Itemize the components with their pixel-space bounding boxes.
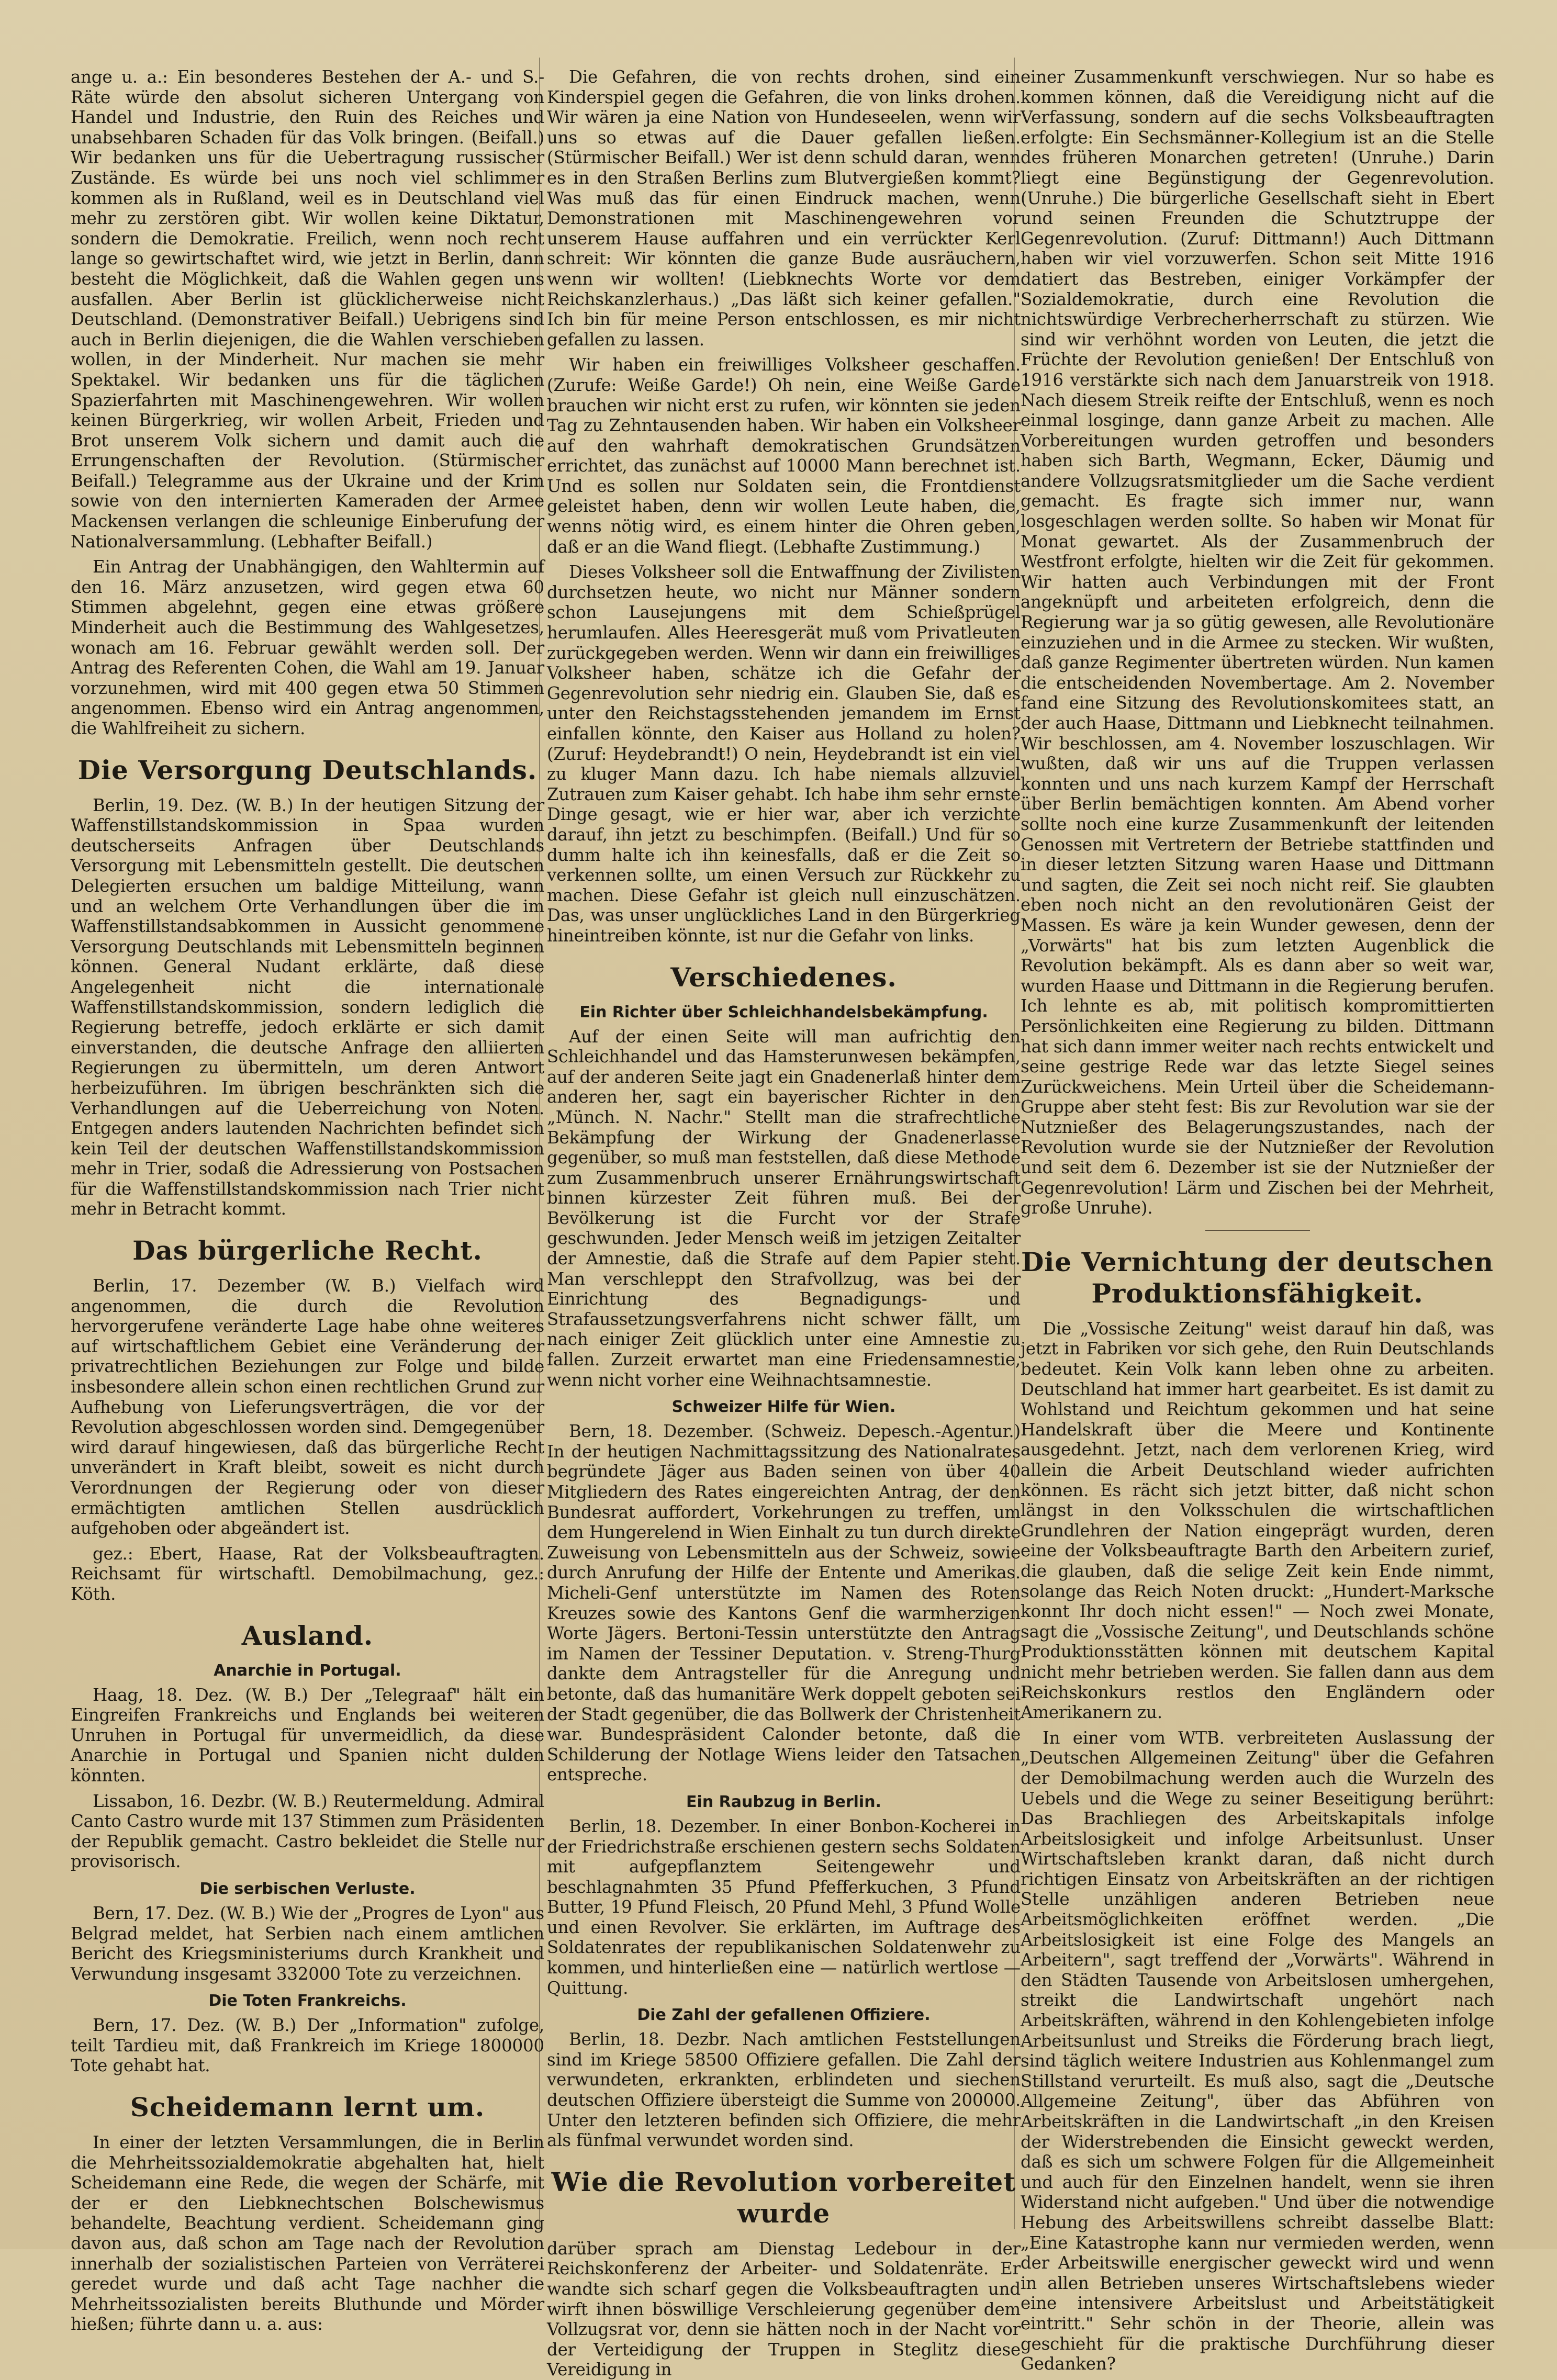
article-paragraph: Die Gefahren, die von rechts drohen, sind ein Kinderspiel gegen die Gefahren, die von links drohen. Wir wären ja eine Nation von Hundeseelen, wenn wir uns so etwas auf die Dauer gefallen ließen. (Stürmischer Beifall.) Wer ist denn schuld daran, wenn es in den Straßen Berlins zum Blutvergießen kommt? Was muß das für einen Eindruck machen, wenn Demonstrationen mit Maschinengewehren vor unserem Hause auffahren und ein verrückter Kerl schreit: Wir könnten die ganze Bude ausräuchern, wenn wir wollten! (Liebknechts Worte vor dem Reichskanzlerhaus.) „Das läßt sich keiner gefallen." Ich bin für meine Person entschlossen, es mir nicht gefallen zu lassen.	[547, 67, 1021, 350]
article-headline: Ausland.	[241, 1620, 374, 1651]
article-subheadline: Die serbischen Verluste.	[199, 1879, 416, 1898]
article-paragraph: Wir haben ein freiwilliges Volksheer geschaffen. (Zurufe: Weiße Garde!) Oh nein, eine Weiße Garde brauchen wir nicht erst zu rufen, wir könnten sie jeden Tag zu Zehntausenden haben. Wir haben ein Volksheer auf den wahrhaft demokratischen Grundsätzen errichtet, das zunächst auf 10000 Mann berechnet ist. Und es sollen nur Soldaten sein, die Frontdienst geleistet haben, denn wir wollen Leute haben, die, wenns nötig wird, es einem hinter die Ohren geben, daß er an die Wand fliegt. (Lebhafte Zustimmung.)	[547, 355, 1021, 557]
article-paragraph: Ein Antrag der Unabhängigen, den Wahltermin auf den 16. März anzusetzen, wird gegen etwa 60 Stimmen abgelehnt, gegen eine etwas größere Minderheit auch die Bestimmung des Wahlgesetzes, wonach am 16. Februar gewählt werden soll. Der Antrag des Referenten Cohen, die Wahl am 19. Januar vorzunehmen, wird mit 400 gegen etwa 50 Stimmen angenommen. Ebenso wird ein Antrag angenommen, die Wahlfreiheit zu sichern.	[71, 557, 544, 738]
article-headline: Das bürgerliche Recht.	[132, 1235, 483, 1266]
article-subheadline: Anarchie in Portugal.	[214, 1661, 401, 1680]
column-1	[71, 67, 544, 2334]
article-paragraph: Bern, 18. Dezember. (Schweiz. Depesch.-Agentur.) In der heutigen Nachmittagssitzung des Nationalrates begründete Jäger aus Baden seinen von über 40 Mitgliedern des Rates eingereichten Antrag, der den Bundesrat auffordert, Vorkehrungen zu treffen, um dem Hungerelend in Wien Einhalt zu tun durch direkte Zuweisung von Lebensmitteln aus der Schweiz, sowie durch Anrufung der Hilfe der Entente und Amerikas. Micheli-Genf unterstützte im Namen des Roten Kreuzes sowie des Kantons Genf die warmherzigen Worte Jägers. Bertoni-Tessin unterstützte den Antrag im Namen der Tessiner Deputation. v. Streng-Thurg dankte dem Antragsteller für die Anregung und betonte, daß das humanitäre Werk doppelt geboten sei der Stadt gegenüber, die das Bollwerk der Christenheit war. Bundespräsident Calonder betonte, daß die Schilderung der Notlage Wiens leider den Tatsachen entspreche.	[547, 1421, 1021, 1785]
article-paragraph: Lissabon, 16. Dezbr. (W. B.) Reutermeldung. Admiral Canto Castro wurde mit 137 Stimmen zum Präsidenten der Republik gemacht. Castro bekleidet die Stelle nur provisorisch.	[71, 1791, 544, 1872]
article-paragraph: einer Zusammenkunft verschwiegen. Nur so habe es kommen können, daß die Vereidigung nicht auf die Verfassung, sondern auf die sechs Volksbeauftragten erfolgte: Ein Sechsmänner-Kollegium ist an die Stelle des früheren Monarchen getreten! (Unruhe.) Darin liegt eine Begünstigung der Gegenrevolution. (Unruhe.) Die bürgerliche Gesellschaft sieht in Ebert und seinen Freunden die Schutztruppe der Gegenrevolution. (Zuruf: Dittmann!) Auch Dittmann haben wir viel vorzuwerfen. Schon seit Mitte 1916 datiert das Bestreben, einiger Vorkämpfer der Sozialdemokratie, durch eine Revolution die nichtswürdige Verbrecherherrschaft zu stürzen. Wie sind wir verhöhnt worden von Leuten, die jetzt die Früchte der Revolution genießen! Der Entschluß von 1916 verstärkte sich nach dem Januarstreik von 1918. Nach diesem Streik reifte der Entschluß, wenn es noch einmal losginge, dann ganze Arbeit zu machen. Alle Vorbereitungen wurden getroffen und besonders haben sich Barth, Wegmann, Ecker, Däumig und andere Vollzugsratsmitglieder um die Sache verdient gemacht. Es fragte sich immer nur, wann losgeschlagen werden sollte. So haben wir Monat für Monat gewartet. Als der Zusammenbruch der Westfront erfolgte, hielten wir die Zeit für gekommen. Wir hatten auch Verbindungen mit der Front angeknüpft und arbeiteten erfolgreich, denn die Regierung war ja so gütig gewesen, alle Revolutionäre einzuziehen und in die Armee zu stecken. Wir wußten, daß ganze Regimenter übertreten würden. Nun kamen die entscheidenden Novembertage. Am 2. November fand eine Sitzung des Revolutionskomitees statt, an der auch Haase, Dittmann und Liebknecht teilnahmen. Wir beschlossen, am 4. November loszuschlagen. Wir wußten, daß wir uns auf die Truppen verlassen konnten und uns nach kurzem Kampf der Herrschaft über Berlin bemächtigen konnten. Am Abend vorher sollte noch eine kurze Zusammenkunft der leitenden Genossen mit Vertretern der Betriebe stattfinden und in dieser letzten Sitzung waren Haase und Dittmann und sagten, die Zeit sei noch nicht reif. Sie glaubten eben noch nicht an den revolutionären Geist der Massen. Es wäre ja kein Wunder gewesen, denn der „Vorwärts" hat bis zum letzten Augenblick die Revolution bekämpft. Als es dann aber so weit war, wurden Haase und Dittmann in die Regierung berufen. Ich lehnte es ab, mit politisch kompromittierten Persönlichkeiten eine Regierung zu bilden. Dittmann hat sich dann immer weiter nach rechts entwickelt und seine gestrige Rede war das letzte Siegel seines Zurückweichens. Mein Urteil über die Scheidemann-Gruppe aber steht fest: Bis zur Revolution war sie der Nutznießer des Belagerungszustandes, nach der Revolution wurde sie der Nutznießer der Revolution und seit dem 6. Dezember ist sie der Nutznießer der Gegenrevolution! Lärm und Zischen bei der Mehrheit, große Unruhe).	[1021, 67, 1494, 1218]
column-2	[547, 67, 1021, 2380]
article-subheadline: Die Toten Frankreichs.	[208, 1992, 407, 2011]
article-paragraph: Berlin, 18. Dezember. In einer Bonbon-Kocherei in der Friedrichstraße erschienen gestern sechs Soldaten mit aufgepflanztem Seitengewehr und beschlagnahmten 35 Pfund Pfefferkuchen, 3 Pfund Butter, 19 Pfund Fleisch, 20 Pfund Mehl, 3 Pfund Wolle und einen Revolver. Sie erklärten, im Auftrage des Soldatenrates der republikanischen Soldatenwehr zu kommen, und hinterließen eine — natürlich wertlose — Quittung.	[547, 1816, 1021, 1998]
article-paragraph: darüber sprach am Dienstag Ledebour in der Reichskonferenz der Arbeiter- und Soldatenräte. Er wandte sich scharf gegen die Volksbeauftragten und wirft ihnen böswillige Verschleierung gegenüber dem Vollzugsrat vor, denn sie hätten noch in der Nacht vor der Verteidigung der Truppen in Steglitz diese Vereidigung in	[547, 2238, 1021, 2380]
article-headline: Die Versorgung Deutschlands.	[77, 754, 537, 785]
section-rule	[1205, 1230, 1310, 1231]
article-subheadline: Schweizer Hilfe für Wien.	[671, 1398, 896, 1417]
article-headline: Die Vernichtung der deutschen Produktionsfähigkeit.	[1021, 1246, 1494, 1309]
article-paragraph: In einer vom WTB. verbreiteten Auslassung der „Deutschen Allgemeinen Zeitung" über die Gefahren der Demobilmachung werden auch die Wurzeln des Uebels und die Wege zu seiner Beseitigung berührt: Das Brachliegen des Arbeitskapitals infolge Arbeitslosigkeit und infolge Arbeitsunlust. Unser Wirtschaftsleben krankt daran, daß nicht durch richtigen Einsatz von Arbeitskräften an der richtigen Stelle unzähligen anderen Betrieben neue Arbeitsmöglichkeiten eröffnet werden. „Die Arbeitslosigkeit ist eine Folge des Mangels an Arbeitern", sagt treffend der „Vorwärts". Während in den Städten Tausende von Arbeitslosen umhergehen, streikt die Landwirtschaft ungehört nach Arbeitskräften, während in den Kohlengebieten infolge Arbeitsunlust und Streiks die Förderung brach liegt, sind täglich weitere Industrien aus Kohlenmangel zum Stillstand verurteilt. Es muß also, sagt die „Deutsche Allgemeine Zeitung", über das Abführen von Arbeitskräften in die Landwirtschaft „in den Kreisen der Widerstrebenden die Einsicht geweckt werden, daß es sich um schwere Folgen für die Allgemeinheit und auch für den Einzelnen handelt, wenn sie ihren Widerstand nicht aufgeben." Und über die notwendige Hebung des Arbeitswillens schreibt dasselbe Blatt: „Eine Katastrophe kann nur vermieden werden, wenn der Arbeitswille energischer geweckt wird und wenn in allen Betrieben unseres Wirtschaftslebens wieder eine intensivere Arbeitslust und Arbeitstätigkeit eintritt." Sehr schön in der Theorie, allein was geschieht für die praktische Durchführung dieser Gedanken?	[1021, 1727, 1494, 2374]
article-paragraph: In einer der letzten Versammlungen, die in Berlin die Mehrheitssozialdemokratie abgehalten hat, hielt Scheidemann eine Rede, die wegen der Schärfe, mit der er den Liebknechtschen Bolschewismus behandelte, Beachtung verdient. Scheidemann ging davon aus, daß schon am Tage nach der Revolution innerhalb der sozialistischen Parteien von Verräterei geredet wurde und daß acht Tage nachher die Mehrheitssozialisten bereits Bluthunde und Mörder hießen; führte dann u. a. aus:	[71, 2132, 544, 2334]
article-headline: Wie die Revolution vorbereitet wurde	[551, 2166, 1016, 2229]
article-paragraph: Bern, 17. Dez. (W. B.) Der „Information" zufolge, teilt Tardieu mit, daß Frankreich im Kriege 1800000 Tote gehabt hat.	[71, 2015, 544, 2076]
article-headline: Scheidemann lernt um.	[130, 2092, 485, 2123]
article-paragraph: ange u. a.: Ein besonderes Bestehen der A.- und S.-Räte würde den absolut sicheren Untergang von Handel und Industrie, den Ruin des Reiches und unabsehbaren Schaden für das Volk bringen. (Beifall.) Wir bedanken uns für die Uebertragung russischer Zustände. Es würde bei uns noch viel schlimmer kommen als in Rußland, weil es in Deutschland viel mehr zu zerstören gibt. Wir wollen keine Diktatur, sondern die Demokratie. Freilich, wenn noch recht lange so gewirtschaftet wird, wie jetzt in Berlin, dann besteht die Möglichkeit, daß die Wahlen gegen uns ausfallen. Aber Berlin ist glücklicherweise nicht Deutschland. (Demonstrativer Beifall.) Uebrigens sind auch in Berlin diejenigen, die die Wahlen verschieben wollen, in der Minderheit. Nur machen sie mehr Spektakel. Wir bedanken uns für die täglichen Spazierfahrten mit Maschinengewehren. Wir wollen keinen Bürgerkrieg, wir wollen Arbeit, Frieden und Brot unserem Volk sichern und damit auch die Errungenschaften der Revolution. (Stürmischer Beifall.) Telegramme aus der Ukraine und der Krim sowie von den internierten Kameraden der Armee Mackensen verlangen die schleunige Einberufung der Nationalversammlung. (Lebhafter Beifall.)	[71, 67, 544, 552]
article-paragraph: Auf der einen Seite will man aufrichtig den Schleichhandel und das Hamsterunwesen bekämpfen, auf der anderen Seite jagt ein Gnadenerlaß hinter dem anderen her, sagt ein bayerischer Richter in den „Münch. N. Nachr." Stellt man die strafrechtliche Bekämpfung der Wirkung der Gnadenerlasse gegenüber, so muß man feststellen, daß diese Methode zum Zusammenbruch unserer Ernährungswirtschaft binnen kürzester Zeit führen muß. Bei der Bevölkerung ist die Furcht vor der Strafe geschwunden. Jeder Mensch weiß im jetzigen Zeitalter der Amnestie, daß die Strafe auf dem Papier steht. Man verschleppt den Strafvollzug, was bei der Einrichtung des Begnadigungs- und Strafaussetzungsverfahrens nicht schwer fällt, um nach einiger Zeit glücklich unter eine Amnestie zu fallen. Zurzeit erwartet man eine Friedensamnestie, wenn nicht vorher eine Weihnachtsamnestie.	[547, 1026, 1021, 1390]
article-subheadline: Die Zahl der gefallenen Offiziere.	[637, 2006, 931, 2025]
article-paragraph: Dieses Volksheer soll die Entwaffnung der Zivilisten durchsetzen heute, wo nicht nur Männer sondern schon Lausejungens mit dem Schießprügel herumlaufen. Alles Heeresgerät muß vom Privatleuten zurückgegeben werden. Wenn wir dann ein freiwilliges Volksheer haben, schätze ich die Gefahr der Gegenrevolution sehr niedrig ein. Glauben Sie, daß es unter den Reichstagsstehenden jemandem im Ernst einfallen könnte, den Kaiser aus Holland zu holen? (Zuruf: Heydebrandt!) O nein, Heydebrandt ist ein viel zu kluger Mann dazu. Ich habe niemals allzuviel Zutrauen zum Kaiser gehabt. Ich habe ihm sehr ernste Dinge gesagt, wie er hier war, aber ich verzichte darauf, ihn jetzt zu beschimpfen. (Beifall.) Und für so dumm halte ich ihn keinesfalls, daß er die Zeit so verkennen sollte, um einen Versuch zur Rückkehr zu machen. Diese Gefahr ist gleich null einzuschätzen. Das, was unser unglückliches Land in den Bürgerkrieg hineintreiben könnte, ist nur die Gefahr von links.	[547, 562, 1021, 946]
article-paragraph: Berlin, 18. Dezbr. Nach amtlichen Feststellungen sind im Kriege 58500 Offiziere gefallen. Die Zahl der verwundeten, erkrankten, erblindeten und siechen deutschen Offiziere übersteigt die Summe von 200000. Unter den letzteren befinden sich Offiziere, die mehr als fünfmal verwundet worden sind.	[547, 2029, 1021, 2151]
article-subheadline: Ein Raubzug in Berlin.	[686, 1792, 881, 1811]
article-paragraph: Haag, 18. Dez. (W. B.) Der „Telegraaf" hält ein Eingreifen Frankreichs und Englands bei weiteren Unruhen in Portugal für unvermeidlich, da diese Anarchie in Portugal und Spanien nicht dulden könnten.	[71, 1685, 544, 1786]
column-3	[1021, 67, 1494, 2374]
article-paragraph: Berlin, 19. Dez. (W. B.) In der heutigen Sitzung der Waffenstillstandskommission in Spaa wurden deutscherseits Anfragen über Deutschlands Versorgung mit Lebensmitteln gestellt. Die deutschen Delegierten ersuchen um baldige Mitteilung, wann und an welchem Orte Verhandlungen über die im Waffenstillstandsabkommen in Aussicht genommene Versorgung Deutschlands mit Lebensmitteln beginnen können. General Nudant erklärte, daß diese Angelegenheit nicht die internationale Waffenstillstandskommission, sondern lediglich die Regierung betreffe, jedoch erklärte er sich damit einverstanden, die deutsche Anfrage den alliierten Regierungen zu übermitteln, um deren Antwort herbeizuführen. Im übrigen beschränkten sich die Verhandlungen auf die Ueberreichung von Noten. Entgegen anders lautenden Nachrichten befindet sich kein Teil der deutschen Waffenstillstandskommission mehr in Trier, sodaß die Adressierung von Postsachen für die Waffenstillstandskommission nach Trier nicht mehr in Betracht kommt.	[71, 795, 544, 1219]
article-paragraph: gez.: Ebert, Haase, Rat der Volksbeauftragten. Reichsamt für wirtschaftl. Demobilmachung, gez.: Köth.	[71, 1543, 544, 1604]
article-paragraph: Die „Vossische Zeitung" weist darauf hin daß, was jetzt in Fabriken vor sich gehe, den Ruin Deutschlands bedeutet. Kein Volk kann leben ohne zu arbeiten. Deutschland hat immer hart gearbeitet. Es ist damit zu Wohlstand und Reichtum gekommen und hat seine Handelskraft über die Meere und Kontinente ausgedehnt. Jetzt, nach dem verlorenen Krieg, wird allein die Arbeit Deutschland wieder aufrichten können. Es rächt sich jetzt bitter, daß nicht schon längst in den Volksschulen die wirtschaftlichen Grundlehren der Nation eingeprägt wurden, deren eine der Volksbeauftragte Barth den Arbeitern zurief, die glauben, daß die selige Zeit kein Ende nimmt, solange das Reich Noten druckt: „Hundert-Marksche konnt Ihr doch nicht essen!" — Noch zwei Monate, sagt die „Vossische Zeitung", und Deutschlands schöne Produktionsstätten können mit deutschem Kapital nicht mehr betrieben werden. Sie fallen dann aus dem Reichskonkurs restlos den Engländern oder Amerikanern zu.	[1021, 1318, 1494, 1723]
article-paragraph: Bern, 17. Dez. (W. B.) Wie der „Progres de Lyon" aus Belgrad meldet, hat Serbien nach einem amtlichen Bericht des Kriegsministeriums durch Krankheit und Verwundung insgesamt 332000 Tote zu verzeichnen.	[71, 1903, 544, 1984]
article-headline: Verschiedenes.	[670, 961, 897, 993]
article-subheadline: Ein Richter über Schleichhandelsbekämpfung.	[579, 1003, 988, 1021]
article-paragraph: Berlin, 17. Dezember (W. B.) Vielfach wird angenommen, die durch die Revolution hervorgerufene veränderte Lage habe ohne weiteres auf wirtschaftlichem Gebiet eine Veränderung der privatrechtlichen Beziehungen zur Folge und bilde insbesondere allein schon einen rechtlichen Grund zur Aufhebung von Lieferungsverträgen, die vor der Revolution abgeschlossen worden sind. Demgegenüber wird darauf hingewiesen, daß das bürgerliche Recht unverändert in Kraft bleibt, soweit es nicht durch Verordnungen der Regierung oder von dieser ermächtigten amtlichen Stellen ausdrücklich aufgehoben oder abgeändert ist.	[71, 1276, 544, 1539]
